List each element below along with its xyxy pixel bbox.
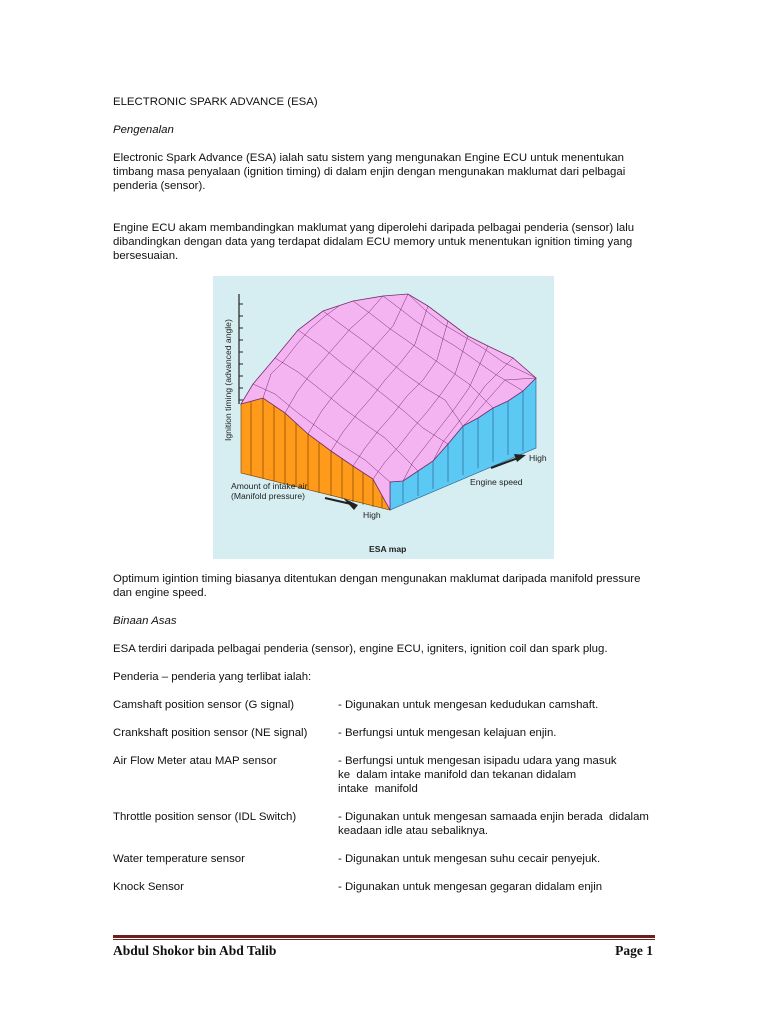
intake-label-line-2: (Manifold pressure) <box>231 491 306 501</box>
intake-high-label: High <box>363 510 381 520</box>
sensor-desc: - Digunakan untuk mengesan kedudukan camshaft. <box>338 699 599 711</box>
sensor-name: Water temperature sensor <box>113 853 245 865</box>
sensor-desc: - Digunakan untuk mengesan suhu cecair penyejuk. <box>338 853 601 865</box>
y-axis-ticks <box>239 304 243 400</box>
speed-high-label: High <box>529 453 547 463</box>
footer-rule-thin <box>113 939 655 940</box>
esa-map-figure <box>213 276 554 559</box>
esa-map-illustration <box>213 276 554 559</box>
build-paragraph-2: Penderia – penderia yang terlibat ialah: <box>113 671 312 683</box>
sensor-desc: - Digunakan untuk mengesan samaada enjin berada didalam keadaan idle atau sebaliknya. <box>338 811 649 837</box>
y-axis-label: Ignition timing (advanced angle) <box>223 319 233 441</box>
sensor-desc: - Berfungsi untuk mengesan kelajuan enjin. <box>338 727 557 739</box>
sensor-desc: - Berfungsi untuk mengesan isipadu udara yang masuk ke dalam intake manifold dan tekanan didalam intake manifold <box>338 755 617 795</box>
figure-caption: ESA map <box>369 544 407 554</box>
intro-paragraph-2: Engine ECU akam membandingkan maklumat yang diperolehi daripada pelbagai penderia (sensor) lalu dibandingkan dengan data yang terdapat didalam ECU memory untuk menentukan ignition timing yang bersesuaian. <box>113 222 635 262</box>
build-paragraph-1: ESA terdiri daripada pelbagai penderia (sensor), engine ECU, igniters, ignition coil dan spark plug. <box>113 643 608 655</box>
footer-page-number: Page 1 <box>615 943 653 958</box>
section-heading-build: Binaan Asas <box>113 615 177 627</box>
sensor-name: Camshaft position sensor (G signal) <box>113 699 295 711</box>
document-title: ELECTRONIC SPARK ADVANCE (ESA) <box>113 96 318 108</box>
speed-arrow-head <box>514 454 526 462</box>
speed-label: Engine speed <box>470 477 523 487</box>
footer-author: Abdul Shokor bin Abd Talib <box>113 943 277 958</box>
intro-paragraph-1: Electronic Spark Advance (ESA) ialah satu sistem yang mengunakan Engine ECU untuk menentukan timbang masa penyalaan (ignition timing) di dalam enjin dengan mengunakan maklumat dari pelbagai penderia (sensor). <box>113 152 626 192</box>
intake-label-line-1: Amount of intake air <box>231 481 308 491</box>
section-heading-intro: Pengenalan <box>113 124 174 136</box>
sensor-desc: - Digunakan untuk mengesan gegaran didalam enjin <box>338 881 603 893</box>
sensor-name: Throttle position sensor (IDL Switch) <box>113 811 297 823</box>
after-figure-paragraph: Optimum igintion timing biasanya ditentukan dengan mengunakan maklumat daripada manifold pressure dan engine speed. <box>113 573 641 599</box>
sensor-name: Knock Sensor <box>113 881 184 893</box>
sensor-name: Crankshaft position sensor (NE signal) <box>113 727 308 739</box>
footer-rule-thick <box>113 935 655 938</box>
sensor-name: Air Flow Meter atau MAP sensor <box>113 755 277 767</box>
